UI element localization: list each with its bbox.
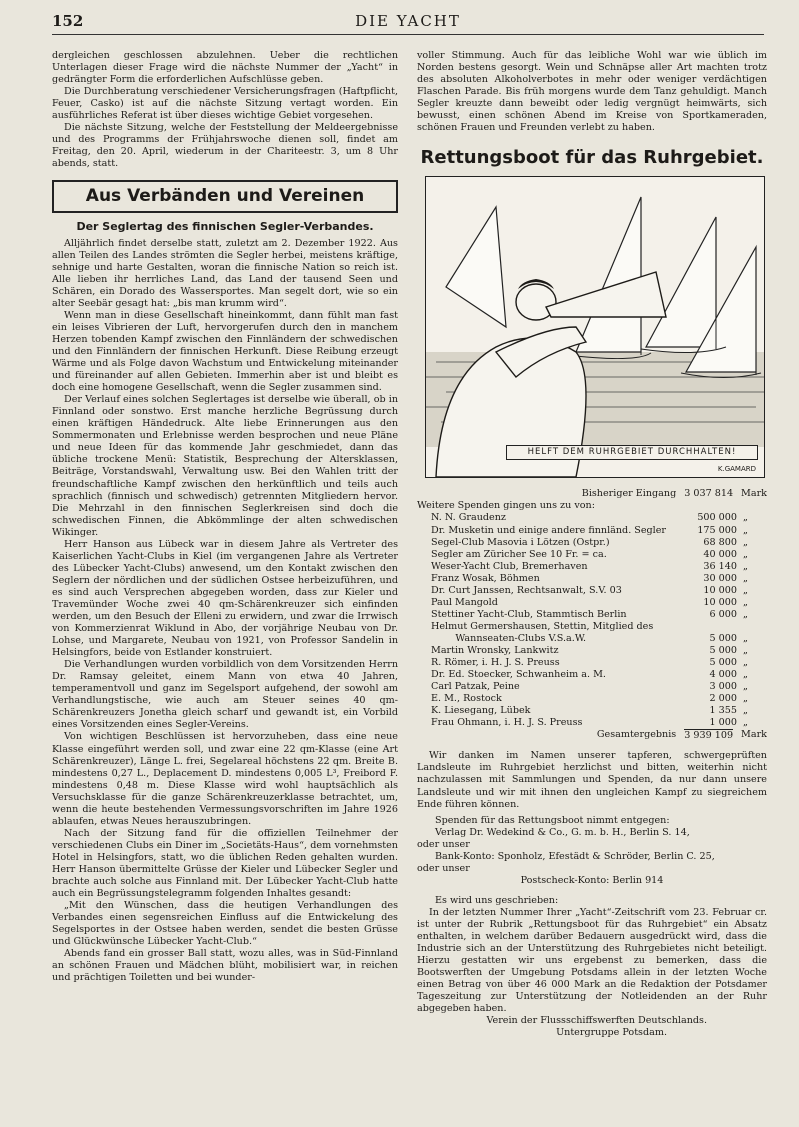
donation-amount: 5 000 [709, 644, 737, 656]
donation-amount: 500 000 [697, 512, 737, 524]
further-donations-label: Weitere Spenden gingen uns zu von: [417, 500, 595, 512]
donation-list [431, 512, 765, 729]
donation-unit: „ [743, 644, 748, 656]
donation-name: Segel-Club Masovia i Lötzen (Ostpr.) [431, 536, 610, 548]
article-paragraph: Alljährlich findet derselbe statt, zuletzt am 2. Dezember 1922. Aus allen Teilen des Landes strömten die Segler herbei, meistens kräftige, sehnige und harte Gestalten, woran die finnische Nation so reich ist. Alle lieben ihr herrliches Land, das Land der tausend Seen und Schären, ein Dorado des Wassersportes. Man segelt dort, wie so ein alter Seebär gesagt hat: „bis man krumm wird“. [52, 237, 398, 309]
donation-amount: 68 800 [703, 536, 737, 548]
donation-name: Helmut Germershausen, Stettin, Mitglied des [431, 620, 654, 632]
donation-name: Franz Wosak, Böhmen [431, 572, 540, 584]
donation-row [431, 609, 765, 621]
donation-row [431, 585, 765, 597]
donation-row [431, 657, 765, 669]
donation-amount: 3 000 [709, 681, 737, 693]
donation-row [431, 537, 765, 549]
donation-row [431, 561, 765, 573]
donation-unit: „ [743, 693, 748, 705]
letter-signature-1: Verein der Flussschiffswerften Deutschlands. [486, 1015, 707, 1027]
intro-paragraph: dergleichen geschlossen abzulehnen. Ueber die rechtlichen Unterlagen dieser Frage wird die nächste Nummer der „Yacht“ in gedrängter Form die erforderlichen Aufschlüsse geben. [52, 50, 398, 86]
or-our-1: oder unser [417, 838, 470, 850]
donation-amount: 36 140 [703, 560, 737, 572]
illustration-caption: HELFT DEM RUHRGEBIET DURCHHALTEN! [506, 445, 758, 460]
donation-name: K. Liesegang, Lübek [431, 705, 531, 717]
previous-total-label: Bisheriger Eingang [581, 488, 677, 500]
intro-paragraph: Die nächste Sitzung, welche der Feststellung der Meldeergebnisse und des Programms der Frühjahrswoche dienen soll, findet am Freitag, den 20. April, wiederum in der Chariteestr. 3, um 8 Uhr abends, statt. [52, 122, 398, 170]
donation-unit: „ [743, 572, 748, 584]
article-title: Der Seglertag des finnischen Segler-Verbandes. [76, 219, 374, 233]
donation-name: R. Römer, i. H. J. S. Preuss [431, 657, 560, 669]
donation-unit: „ [743, 548, 748, 560]
article-paragraph: Abends fand ein grosser Ball statt, wozu alles, was in Süd-Finnland an schönen Frauen und Mädchen blüht, mobilisiert war, in reichen und prächtigen Toiletten und bei wunder- [52, 948, 398, 984]
letter-signature-2: Untergruppe Potsdam. [556, 1027, 667, 1039]
left-column [52, 50, 398, 984]
donation-unit: „ [743, 669, 748, 681]
donation-amount: 10 000 [703, 596, 737, 608]
donation-unit: „ [743, 657, 748, 669]
donation-unit: „ [743, 608, 748, 620]
page-number: 152 [52, 12, 84, 30]
previous-total [417, 488, 767, 500]
donation-unit: „ [743, 705, 748, 717]
donation-amount: 4 000 [709, 669, 737, 681]
previous-total-unit: Mark [741, 488, 767, 500]
publisher-address: Verlag Dr. Wedekind & Co., G. m. b. H., Berlin S. 14, [435, 826, 690, 838]
donation-name: Segler am Züricher See 10 Fr. = ca. [431, 548, 607, 560]
grand-total-unit: Mark [741, 729, 767, 741]
continued-paragraph: voller Stimmung. Auch für das leibliche Wohl war wie üblich im Norden bestens gesorgt. Wein und Schnäpse aller Art machten trotz des absoluten Alkoholverbotes in mehr oder weniger verdächtigen Flaschen Parade. Bis früh morgens wurde dem Tanz gehuldigt. Manch Segler kreuzte dann beweibt oder ledig vergnügt heimwärts, sich bewusst, einen schönen Abend im Kreise von Sportkameraden, schönen Frauen und Freunden verlebt zu haben. [417, 50, 767, 134]
donations-accepted: Spenden für das Rettungsboot nimmt entgegen: [435, 814, 670, 826]
donation-amount: 6 000 [709, 608, 737, 620]
donation-amount: 1 355 [709, 705, 737, 717]
donation-row [431, 597, 765, 609]
donation-amount: 30 000 [703, 572, 737, 584]
grand-total-label: Gesamtergebnis [596, 729, 677, 741]
donation-unit: „ [743, 717, 748, 729]
intro-paragraph: Die Durchberatung verschiedener Versicherungsfragen (Haftpflicht, Feuer, Casko) ist auf die nächste Sitzung vertagt worden. Ein ausführliches Referat ist über dieses wichtige Gebiet vorgesehen. [52, 86, 398, 122]
rettungsboot-headline: Rettungsboot für das Ruhrgebiet. [420, 147, 764, 169]
donation-name: Frau Ohmann, i. H. J. S. Preuss [431, 717, 583, 729]
article-paragraph: Von wichtigen Beschlüssen ist hervorzuheben, dass eine neue Klasse eingeführt werden soll, und zwar eine 22 qm-Klasse (eine Art Schärenkreuzer), Länge L. frei, Segelareal höchstens 22 qm. Breite B. mindestens 0,27 L., Deplacement D. mindestens 0,005 L³, Freibord F. mindestens 0,48 m. Diese Klasse wird wohl hauptsächlich als Versuchsklasse für die ganze Schärenkreuzerklasse betrachtet, um, wenn die heute bestehenden Vermessungsvorschriften im Jahre 1926 ablaufen, etwas Neues herauszubringen. [52, 731, 398, 827]
donation-unit: „ [743, 596, 748, 608]
donation-row [431, 705, 765, 717]
donation-name: Paul Mangold [431, 596, 498, 608]
donation-name: Dr. Ed. Stoecker, Schwanheim a. M. [431, 669, 606, 681]
article-paragraph: Nach der Sitzung fand für die offiziellen Teilnehmer der verschiedenen Clubs ein Diner im „Societäts-Haus“, dem vornehmsten Hotel in Helsingfors, statt, wo die üblichen Reden gehalten wurden. Herr Hanson übermittelte Grüsse der Kieler und Lübecker Segler und brachte auch solche aus Finnland mit. Der Lübecker Yacht-Club hatte auch ein Begrüssungstelegramm folgenden Inhaltes gesandt: [52, 827, 398, 900]
sailing-illustration [425, 176, 765, 478]
donation-amount: 5 000 [709, 657, 737, 669]
donation-name: Dr. Curt Janssen, Rechtsanwalt, S.V. 03 [431, 584, 622, 596]
right-column [417, 50, 767, 1039]
thanks-paragraph: Wir danken im Namen unserer tapferen, schwergeprüften Landsleute im Ruhrgebiet herzlichst und bitten, weiterhin nicht nachzulassen mit Sammlungen und Spenden, da nur dann unsere Landsleute und wir mit ihnen den ungleichen Kampf zu siegreichem Ende führen können. [417, 750, 767, 810]
donation-row [431, 549, 765, 561]
section-title: Aus Verbänden und Vereinen [52, 180, 398, 212]
donation-row [431, 621, 765, 633]
donation-name: Weser-Yacht Club, Bremerhaven [431, 560, 588, 572]
donation-unit [737, 621, 765, 633]
donation-amount: 40 000 [703, 548, 737, 560]
page-header [52, 12, 764, 35]
donation-amount: 1 000 [709, 717, 737, 729]
donation-unit: „ [743, 584, 748, 596]
donation-amount: 175 000 [697, 524, 737, 536]
article-paragraph: Herr Hanson aus Lübeck war in diesem Jahre als Vertreter des Kaiserlichen Yacht-Clubs in Kiel (im vergangenen Jahre als Vertreter des Lübecker Yacht-Clubs) anwesend, um den Kontakt zwischen den Seglern der nördlichen und der südlichen Ostsee herbeizuführen, und es sind auch Versprechen abgegeben worden, dass zur Kieler und Travemünder Woche zwei 40 qm-Schärenkreuzer sich einfinden werden, um den Besuch der Elleni zu erwidern, und zwar die Irrwisch von Kommerzienrat Wiklund in Abo, der vorjährige Neubau von Dr. Lohse, und Margarete, Neubau von 1921, von Professor Sandelin in Helsingfors, beide von Estlander konstruiert. [52, 538, 398, 659]
illustration-drawing [426, 177, 764, 477]
donation-row [431, 633, 765, 645]
donation-row [431, 693, 765, 705]
telegram-quote: „Mit den Wünschen, dass die heutigen Verhandlungen des Verbandes einen segensreichen Einfluss auf die Entwickelung des Segelsportes in der Ostsee haben werden, sendet die besten Grüsse und Glückwünsche Lübecker Yacht-Club.“ [52, 900, 398, 948]
donation-unit: „ [743, 536, 748, 548]
donation-amount: 10 000 [703, 584, 737, 596]
donation-row [431, 525, 765, 537]
donation-name: Dr. Musketin und einige andere finnländ. Segler [431, 524, 667, 536]
donation-row [431, 573, 765, 585]
donation-amount: 5 000 [709, 632, 737, 644]
donation-row [431, 645, 765, 657]
artist-signature: K.GAMARD [717, 465, 756, 474]
donation-unit: „ [743, 512, 748, 524]
grand-total-amount: 3 939 109 [684, 730, 734, 742]
donation-amount: 2 000 [709, 693, 737, 705]
donation-row [431, 717, 765, 729]
donation-unit: „ [743, 524, 748, 536]
article-paragraph: Wenn man in diese Gesellschaft hineinkommt, dann fühlt man fast ein leises Vibrieren der Luft, hervorgerufen durch den in manchem Herzen tobenden Kampf zwischen den Finnländern der schwedischen und den Finnländern der finnischen Herkunft. Diese Reibung erzeugt Wärme und als Folge davon Wachstum und Entwickelung miteinander und füreinander auf allen Gebieten. Immerhin aber ist und bleibt es doch eine homogene Gesellschaft, wenn die Segler zusammen sind. [52, 309, 398, 394]
previous-total-amount: 3 037 814 [684, 488, 734, 500]
grand-total [417, 729, 767, 742]
donation-unit: „ [743, 632, 748, 644]
postal-account: Postscheck-Konto: Berlin 914 [520, 874, 664, 886]
or-our-2: oder unser [417, 862, 470, 874]
donation-name: N. N. Graudenz [431, 512, 506, 524]
donation-unit: „ [743, 560, 748, 572]
article-paragraph: Der Verlauf eines solchen Seglertages ist derselbe wie überall, ob in Finnland oder sonstwo. Erst manche herzliche Begrüssung durch einen kräftigen Händedruck. Alte liebe Erinnerungen aus den Sommermonaten und Erlebnisse werden besprochen und neue Pläne und neue Ideen für das kommende Jahr geschmiedet, dann das übliche trockene Menü: Statistik, Besprechung der Altersklassen, Beiträge, Vorstandswahl, Verwaltung usw. Bei den Wahlen tritt der freundschaftliche Kampf zwischen den herkünftlich und teils auch sprachlich (finnisch und schwedisch) getrennten Mitgliedern hervor. Die Mehrzahl in den finnischen Seglerkreisen sind doch die schwedischen Finnen, die Abkömmlinge der alten schwedischen Wikinger. [52, 394, 398, 538]
donation-name: Carl Patzak, Peine [431, 681, 520, 693]
letter-text: In der letzten Nummer Ihrer „Yacht“-Zeitschrift vom 23. Februar cr. ist unter der Rubrik „Rettungsboot für das Ruhrgebiet“ ein Absatz enthalten, in welchem darüber Bedauern ausgedrückt wird, dass die Industrie sich an der Unterstützung des Ruhrgebietes nicht beteiligt. Hierzu gestatten wir uns ergebenst zu bemerken, dass die Bootswerften der Umgebung Potsdams allein in der letzten Woche einen Betrag von über 46 000 Mark an die Redaktion der Potsdamer Tageszeitung zur Unterstützung der Notleidenden an der Ruhr abgegeben haben. [417, 906, 767, 1015]
donation-name: E. M., Rostock [431, 693, 502, 705]
donation-row [431, 512, 765, 524]
donation-name: Martin Wronsky, Lankwitz [431, 644, 559, 656]
bank-account: Bank-Konto: Sponholz, Efestädt & Schröder, Berlin C. 25, [435, 850, 715, 862]
donation-amount [677, 621, 737, 633]
donation-unit: „ [743, 681, 748, 693]
letter-intro: Es wird uns geschrieben: [435, 894, 559, 906]
article-paragraph: Die Verhandlungen wurden vorbildlich von dem Vorsitzenden Herrn Dr. Ramsay geleitet, einem Mann von etwa 40 Jahren, temperamentvoll und ganz im Segelsport aufgehend, der sowohl am Verhandlungstische, wie auch am Steuer seines 40 qm-Schärenkreuzers Jonetha gleich scharf und gewandt ist, ein Vorbild eines Vorsitzenden eines Segler-Vereins. [52, 659, 398, 731]
donation-name: Stettiner Yacht-Club, Stammtisch Berlin [431, 608, 627, 620]
donation-row [431, 681, 765, 693]
donation-row [431, 669, 765, 681]
donation-name: Wannseaten-Clubs V.S.a.W. [431, 632, 587, 644]
magazine-title: DIE YACHT [355, 12, 461, 30]
